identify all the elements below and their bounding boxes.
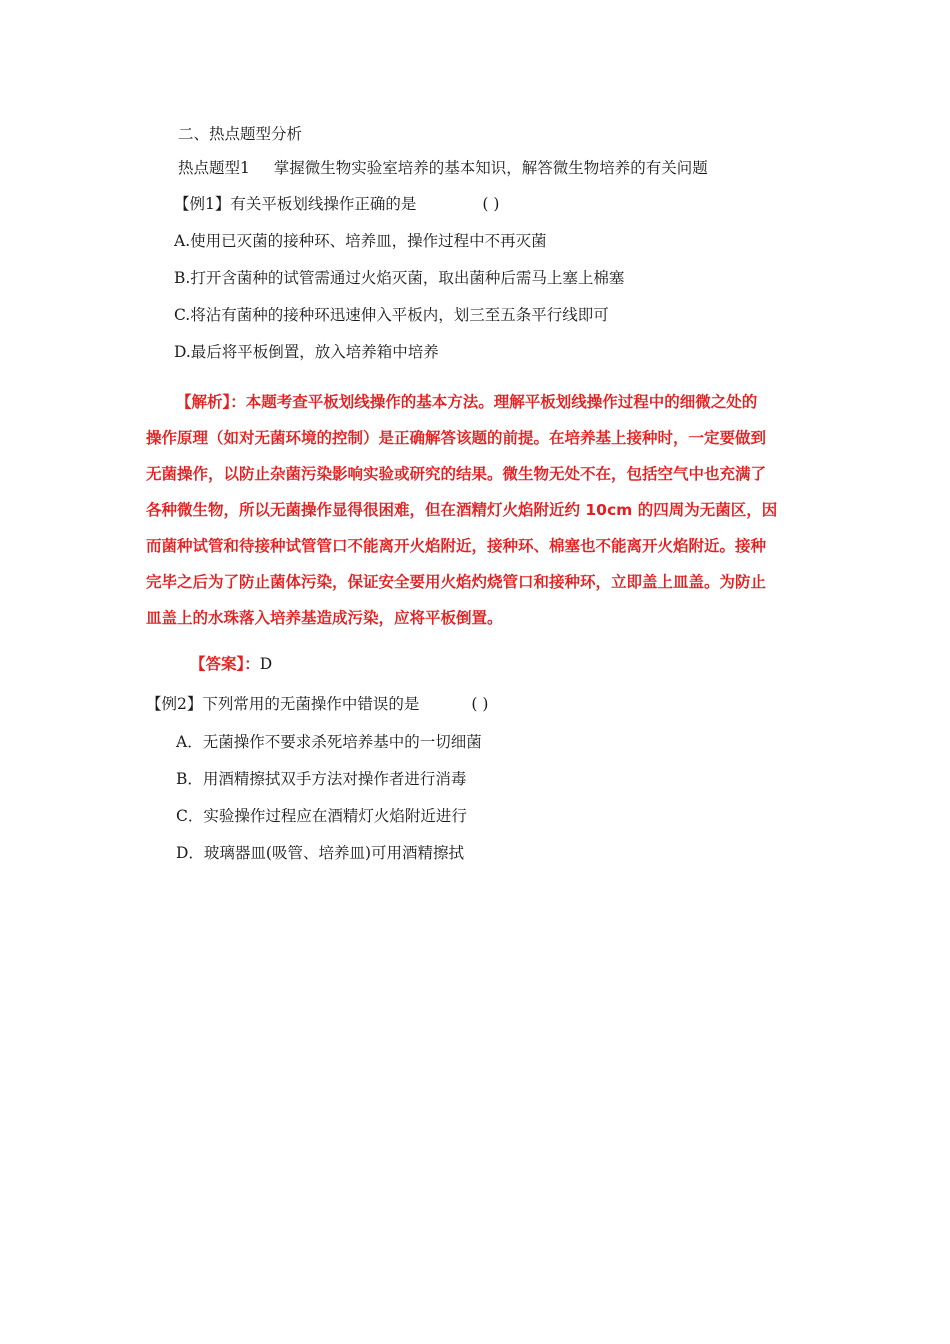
answer-line <box>190 654 272 674</box>
example2-question <box>146 694 488 714</box>
analysis-line: 无菌操作，以防止杂菌污染影响实验或研究的结果。微生物无处不在，包括空气中也充满了 <box>146 465 767 483</box>
example2-answer-blank: ( ) <box>471 695 489 713</box>
analysis-line: 而菌种试管和待接种试管管口不能离开火焰附近，接种环、棉塞也不能离开火焰附近。接种 <box>146 537 767 555</box>
analysis-line: 完毕之后为了防止菌体污染，保证安全要用火焰灼烧管口和接种环，立即盖上皿盖。为防止 <box>146 573 767 591</box>
example1-question-text: 有关平板划线操作正确的是 <box>230 195 417 213</box>
example1-tag: 【例1】 <box>174 195 231 213</box>
example1-option-b: B.打开含菌种的试管需通过火焰灭菌，取出菌种后需马上塞上棉塞 <box>174 269 625 287</box>
example1-question <box>174 194 499 214</box>
example1-option-c: C.将沾有菌种的接种环迅速伸入平板内，划三至五条平行线即可 <box>174 306 609 324</box>
topic-line <box>178 158 708 178</box>
example2-option-c: C．实验操作过程应在酒精灯火焰附近进行 <box>176 807 467 825</box>
example1-option-d: D.最后将平板倒置，放入培养箱中培养 <box>174 343 439 361</box>
analysis-line: 皿盖上的水珠落入培养基造成污染，应将平板倒置。 <box>146 609 503 627</box>
example1-option-a: A.使用已灭菌的接种环、培养皿，操作过程中不再灭菌 <box>174 232 547 250</box>
topic-text: 掌握微生物实验室培养的基本知识，解答微生物培养的有关问题 <box>273 159 708 177</box>
answer-value: D <box>259 655 273 673</box>
example2-option-a: A．无菌操作不要求杀死培养基中的一切细菌 <box>176 733 482 751</box>
analysis-line: 操作原理（如对无菌环境的控制）是正确解答该题的前提。在培养基上接种时，一定要做到 <box>146 429 767 447</box>
example2-option-b: B．用酒精擦拭双手方法对操作者进行消毒 <box>176 770 467 788</box>
analysis-line: 各种微生物，所以无菌操作显得很困难，但在酒精灯火焰附近约 10cm 的四周为无菌区，因 <box>146 501 778 519</box>
example1-answer-blank: ( ) <box>482 195 500 213</box>
answer-tag: 【答案】： <box>190 655 260 673</box>
analysis-line: 【解析】：本题考查平板划线操作的基本方法。理解平板划线操作过程中的细微之处的 <box>176 393 758 411</box>
example2-question-text: 下列常用的无菌操作中错误的是 <box>202 695 420 713</box>
example2-tag: 【例2】 <box>146 695 203 713</box>
section-heading: 二、热点题型分析 <box>178 125 303 143</box>
example2-option-d: D．玻璃器皿(吸管、培养皿)可用酒精擦拭 <box>176 844 465 862</box>
topic-label: 热点题型1 <box>178 159 250 177</box>
